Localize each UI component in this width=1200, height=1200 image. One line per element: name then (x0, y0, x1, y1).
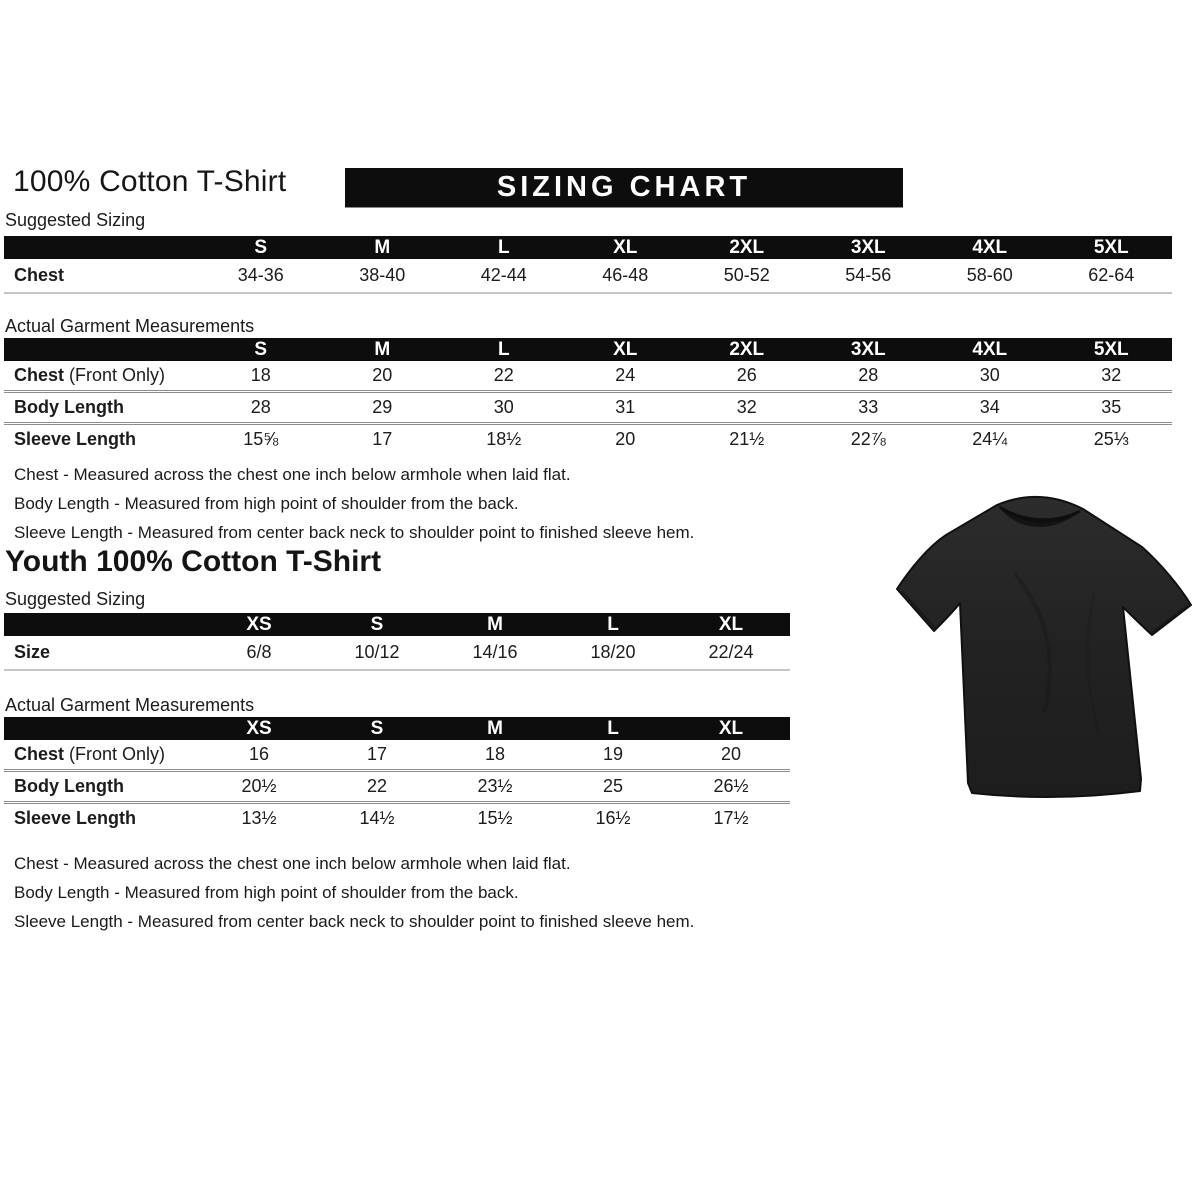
youth-suggested-sizing-table (4, 613, 790, 671)
youth-measurements-table (4, 717, 790, 833)
size-col-header: S (200, 338, 322, 361)
cell: 22/24 (672, 636, 790, 670)
cell: 21½ (686, 424, 808, 455)
youth-suggested-sizing-label: Suggested Sizing (5, 589, 146, 609)
cell: 42-44 (443, 259, 565, 293)
cell: 38-40 (322, 259, 444, 293)
cell: 22 (493, 365, 514, 385)
size-col-header: S (318, 717, 436, 740)
cell: 54-56 (808, 259, 930, 293)
adult-suggested-sizing-label: Suggested Sizing (5, 210, 146, 230)
size-col-header: M (322, 338, 444, 361)
measurement-note: Body Length - Measured from high point of shoulder from the back. (14, 494, 519, 513)
cell: 32 (686, 392, 808, 424)
table-row-sleeve-length (4, 803, 790, 834)
size-col-header: L (443, 236, 565, 259)
adult-measurement-notes (14, 460, 694, 547)
size-col-header: L (554, 613, 672, 636)
empty-corner-cell (4, 338, 200, 361)
cell: 18/20 (554, 636, 672, 670)
cell: 30 (443, 392, 565, 424)
size-col-header: 2XL (686, 338, 808, 361)
cell: 17½ (672, 803, 790, 834)
cell: 62-64 (1051, 259, 1173, 293)
table-row-chest (4, 740, 790, 771)
size-col-header: XL (672, 717, 790, 740)
row-label: Sleeve Length (4, 803, 200, 834)
empty-corner-cell (4, 613, 200, 636)
cell: 30 (979, 365, 1000, 385)
size-col-header: S (200, 236, 322, 259)
cell: 33 (808, 392, 930, 424)
row-label: Chest (Front Only) (14, 744, 166, 764)
size-col-header: M (436, 717, 554, 740)
table-header-row (4, 613, 790, 636)
empty-corner-cell (4, 717, 200, 740)
cell: 26 (736, 365, 757, 385)
size-col-header: 4XL (929, 236, 1051, 259)
page-title: 100% Cotton T-Shirt (13, 165, 287, 198)
cell: 20 (565, 424, 687, 455)
row-label: Sleeve Length (4, 424, 200, 455)
size-col-header: L (443, 338, 565, 361)
tshirt-body (897, 497, 1191, 797)
tshirt-illustration (893, 483, 1195, 808)
measurement-note: Body Length - Measured from high point of shoulder from the back. (14, 883, 519, 902)
table-header-row (4, 338, 1172, 361)
cell: 16½ (554, 803, 672, 834)
table-row-chest (4, 361, 1172, 392)
cell: 23½ (436, 771, 554, 803)
row-label: Chest (4, 259, 200, 293)
cell: 14/16 (436, 636, 554, 670)
cell: 46-48 (565, 259, 687, 293)
cell: 34 (929, 392, 1051, 424)
row-label: Chest (Front Only) (14, 365, 166, 385)
youth-section-title: Youth 100% Cotton T-Shirt (5, 545, 382, 578)
cell: 35 (1051, 392, 1173, 424)
size-col-header: L (554, 717, 672, 740)
cell: 25⅓ (1051, 424, 1173, 455)
cell: 28 (200, 392, 322, 424)
cell: 18 (484, 744, 506, 764)
size-col-header: XL (672, 613, 790, 636)
cell: 20½ (200, 771, 318, 803)
size-col-header: 2XL (686, 236, 808, 259)
measurement-note: Sleeve Length - Measured from center back neck to shoulder point to finished sleeve hem. (14, 912, 695, 931)
cell: 15½ (436, 803, 554, 834)
cell: 26½ (672, 771, 790, 803)
size-col-header: XS (200, 613, 318, 636)
cell: 22⅞ (808, 424, 930, 455)
cell: 18½ (443, 424, 565, 455)
adult-measurements-label: Actual Garment Measurements (5, 316, 255, 336)
cell: 25 (554, 771, 672, 803)
size-col-header: S (318, 613, 436, 636)
measurement-note: Chest - Measured across the chest one inch below armhole when laid flat. (14, 854, 571, 873)
cell: 29 (322, 392, 444, 424)
cell: 14½ (318, 803, 436, 834)
cell: 32 (1101, 365, 1122, 385)
cell: 17 (366, 744, 388, 764)
table-row-sleeve-length (4, 424, 1172, 455)
cell: 58-60 (929, 259, 1051, 293)
cell: 31 (565, 392, 687, 424)
table-header-row (4, 236, 1172, 259)
cell: 10/12 (318, 636, 436, 670)
sizing-chart-banner (345, 168, 903, 207)
table-row-chest (4, 259, 1172, 293)
tshirt-photo (893, 483, 1195, 808)
cell: 20 (372, 365, 393, 385)
size-col-header: 3XL (808, 236, 930, 259)
table-row-size (4, 636, 790, 670)
size-col-header: M (436, 613, 554, 636)
cell: 24 (615, 365, 636, 385)
size-col-header: 3XL (808, 338, 930, 361)
table-header-row (4, 717, 790, 740)
sizing-chart-banner-text: SIZING CHART (496, 171, 752, 203)
cell: 19 (602, 744, 624, 764)
size-col-header: 4XL (929, 338, 1051, 361)
cell: 13½ (200, 803, 318, 834)
cell: 20 (720, 744, 742, 764)
cell: 17 (322, 424, 444, 455)
size-col-header: XL (565, 236, 687, 259)
size-col-header: XS (200, 717, 318, 740)
youth-measurement-notes (14, 849, 694, 936)
cell: 15⅝ (200, 424, 322, 455)
row-label: Body Length (4, 392, 200, 424)
size-col-header: 5XL (1051, 338, 1173, 361)
size-col-header: XL (565, 338, 687, 361)
adult-suggested-sizing-table (4, 236, 1172, 294)
cell: 22 (318, 771, 436, 803)
cell: 24¼ (929, 424, 1051, 455)
cell: 16 (248, 744, 270, 764)
cell: 28 (858, 365, 879, 385)
size-col-header: M (322, 236, 444, 259)
table-row-body-length (4, 771, 790, 803)
measurement-note: Sleeve Length - Measured from center back neck to shoulder point to finished sleeve hem. (14, 523, 695, 542)
cell: 50-52 (686, 259, 808, 293)
cell: 18 (250, 365, 271, 385)
measurement-note: Chest - Measured across the chest one inch below armhole when laid flat. (14, 465, 571, 484)
row-label: Body Length (4, 771, 200, 803)
table-row-body-length (4, 392, 1172, 424)
cell: 34-36 (200, 259, 322, 293)
row-label: Size (4, 636, 200, 670)
size-col-header: 5XL (1051, 236, 1173, 259)
cell: 6/8 (200, 636, 318, 670)
empty-corner-cell (4, 236, 200, 259)
adult-measurements-table (4, 338, 1172, 454)
youth-measurements-label: Actual Garment Measurements (5, 695, 255, 715)
